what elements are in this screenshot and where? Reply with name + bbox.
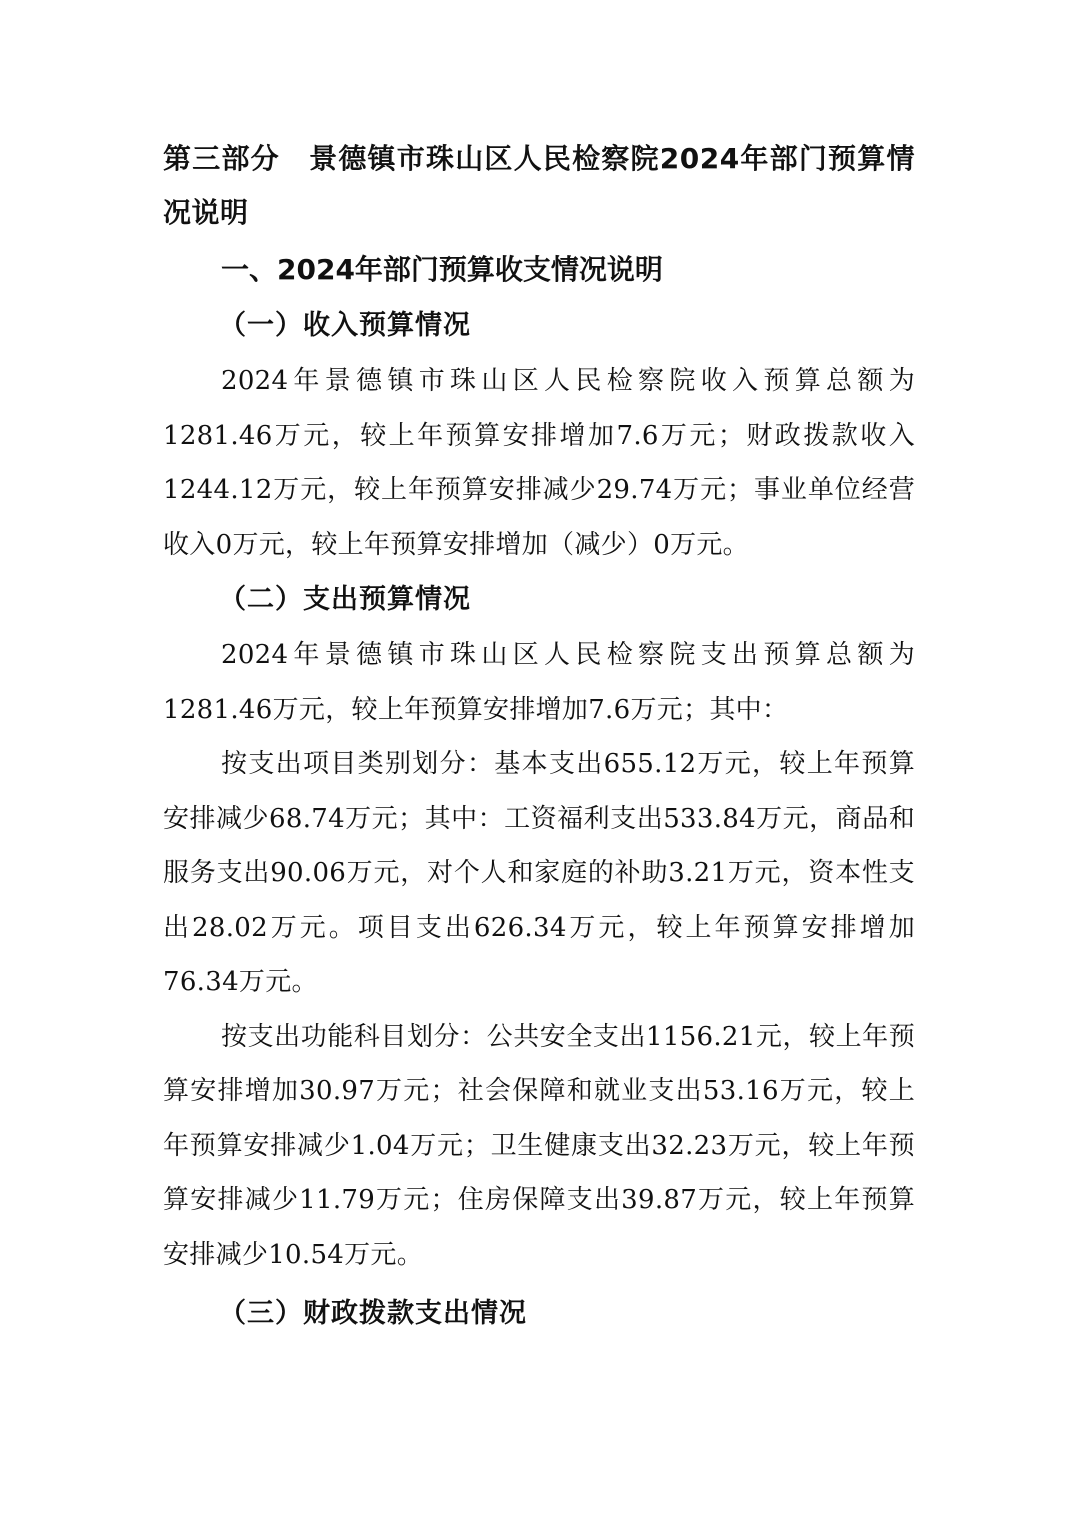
subheading-expenditure-budget: （二）支出预算情况	[219, 584, 471, 615]
document-body	[163, 132, 915, 1342]
paragraph-expenditure-by-function: 按支出功能科目划分：公共安全支出1156.21元，较上年预算安排增加30.97万元；社会保障和就业支出53.16万元，较上年预算安排减少1.04万元；卫生健康支出32.23万元，较上年预算安排减少11.79万元；住房保障支出39.87万元，较上年预算安排减少10.54万元。	[163, 1021, 915, 1270]
paragraph-income-budget: 2024年景德镇市珠山区人民检察院收入预算总额为1281.46万元，较上年预算安排增加7.6万元；财政拨款收入1244.12万元，较上年预算安排减少29.74万元；事业单位经营收入0万元，较上年预算安排增加（减少）0万元。	[163, 366, 915, 560]
paragraph-expenditure-total: 2024年景德镇市珠山区人民检察院支出预算总额为1281.46万元，较上年预算安排增加7.6万元；其中：	[163, 640, 915, 725]
section-heading-budget-overview: 一、2024年部门预算收支情况说明	[221, 253, 663, 286]
subheading-fiscal-appropriation: （三）财政拨款支出情况	[219, 1298, 527, 1329]
subheading-income-budget: （一）收入预算情况	[219, 310, 471, 341]
document-title: 第三部分 景德镇市珠山区人民检察院2024年部门预算情况说明	[163, 142, 915, 229]
paragraph-expenditure-by-category: 按支出项目类别划分：基本支出655.12万元，较上年预算安排减少68.74万元；其中：工资福利支出533.84万元，商品和服务支出90.06万元，对个人和家庭的补助3.21万元，资本性支出28.02万元。项目支出626.34万元，较上年预算安排增加76.34万元。	[163, 749, 915, 997]
